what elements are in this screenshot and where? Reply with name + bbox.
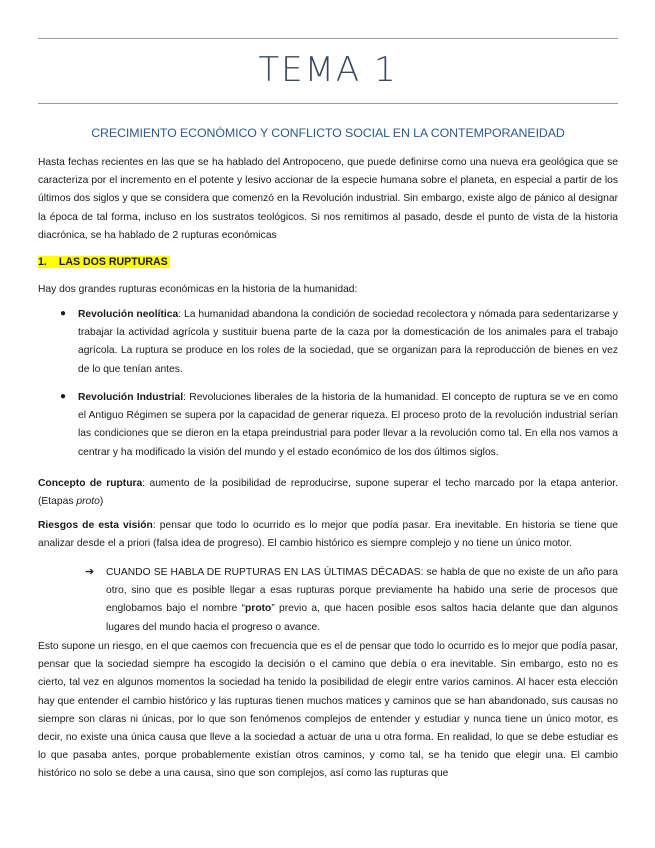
bullet-text: : Revoluciones liberales de la historia de la humanidad. El concepto de ruptura se ve en como el Antiguo Régimen se supera por la capacidad de generar riqueza. El proceso proto de la revolución industrial serían las condiciones que se dieron en la etapa preindustrial para poder llevar a la revolución como tal. En ella nos vamos a centrar y ha modificado la visión del mundo y el estado económico de los dos últimos siglos. bbox=[78, 392, 618, 458]
bullet-dot-icon: ● bbox=[60, 391, 67, 402]
intro-paragraph: Hasta fechas recientes en las que se ha hablado del Antropoceno, que puede definirse como una nueva era geológica que se caracteriza por el incremento en el potente y lesivo accionar de la especie humana sobre el planeta, en especial a partir de los últimos dos siglos y que se considera que comenzó en la Revolución industrial. Sin embargo, existe algo de pánico al designar la época de tal forma, incluso en los sustratos teológicos. Si nos remitimos al pasado, desde el punto de vista de la historia diacrónica, se ha hablado de 2 rupturas económicas bbox=[38, 157, 618, 241]
section-number: 1. bbox=[38, 256, 47, 268]
concept-tail: ) bbox=[99, 496, 104, 508]
closing-paragraph: Esto supone un riesgo, en el que caemos con frecuencia que es el de pensar que todo lo ocurrido es lo mejor que podía pasar, pensar que la sociedad siempre ha escogido la decisión o el camino que debía o era inevitable. Sin embargo, esto no es cierto, tal vez en algunos momentos la sociedad ha tenido la posibilidad de elegir entre varios caminos. Al hacer esta elección hay que entender el cambio histórico y las rupturas tienen muchos matices y caminos que se han abandonado, sus causas no siempre son claras ni únicas, por lo que son fenómenos complejos de entender y estudiar y nunca tiene un único motor, es decir, no existe una única causa que lleve a la sociedad a actuar de una u otra forma. En realidad, lo que se debe estudiar es lo que pasaba antes, porque probablemente existían otros caminos, y como tal, se ha tenido que elegir una. El cambio histórico no solo se debe a una causa, sino que son complejos, así como las rupturas que bbox=[38, 641, 618, 780]
document-subtitle: CRECIMIENTO ECONÓMICO Y CONFLICTO SOCIAL EN LA CONTEMPORANEIDAD bbox=[91, 126, 565, 140]
section-intro: Hay dos grandes rupturas económicas en la historia de la humanidad: bbox=[38, 284, 358, 295]
right-arrow-icon: ➔ bbox=[85, 566, 95, 578]
section-heading bbox=[38, 256, 170, 268]
bullet-term: Revolución Industrial bbox=[78, 392, 184, 403]
concept-text: : aumento de la posibilidad de reproducirse, supone superar el techo marcado por la etapa anterior. (Etapas bbox=[38, 478, 618, 508]
risks-term: Riesgos de esta visión bbox=[38, 520, 153, 531]
bullet-item-industrial bbox=[78, 389, 618, 462]
risks-text: : pensar que todo lo ocurrido es lo mejor que podía pasar. Era inevitable. En historia se tiene que analizar desde el a priori (falsa idea de progreso). El cambio histórico es siempre complejo y no tiene un único motor. bbox=[38, 520, 618, 550]
bullet-text: : La humanidad abandona la condición de sociedad recolectora y nómada para sedentarizarse y trabajar la actividad agrícola y sustituir buena parte de la caza por la domesticación de los animales para el trabajo agrícola. La ruptura se produce en los roles de la sociedad, que se organizan para la reproducción de bienes en vez de lo que tenían antes. bbox=[78, 309, 618, 375]
bullet-dot-icon: ● bbox=[60, 308, 67, 319]
arrow-note-tail: ” previo a, que hacen posible esos saltos hacia delante que dan algunos lugares del mundo hacia el progreso o avance. bbox=[106, 603, 618, 633]
section-title: LAS DOS RUPTURAS bbox=[58, 256, 168, 268]
top-rule bbox=[38, 38, 618, 39]
arrow-note bbox=[106, 564, 618, 637]
page-title: TEMA 1 bbox=[258, 50, 398, 90]
concept-term: Concepto de ruptura bbox=[38, 478, 143, 489]
concept-paragraph bbox=[38, 475, 618, 511]
arrow-note-text: : se habla de que no existe de un año para otro, sino que es posible llegar a esas rupturas porque previamente ha habido una serie de procesos que englobamos bajo el nombre “ bbox=[106, 567, 619, 615]
title-rule bbox=[38, 103, 618, 104]
bullet-term: Revolución neolítica bbox=[78, 309, 179, 320]
bullet-item-neolithic bbox=[78, 306, 618, 379]
risks-paragraph bbox=[38, 517, 618, 553]
concept-em: proto bbox=[76, 496, 100, 508]
arrow-note-lead: CUANDO SE HABLA DE RUPTURAS EN LAS ÚLTIMAS DÉCADAS bbox=[106, 567, 421, 578]
arrow-note-em: proto bbox=[245, 603, 272, 615]
